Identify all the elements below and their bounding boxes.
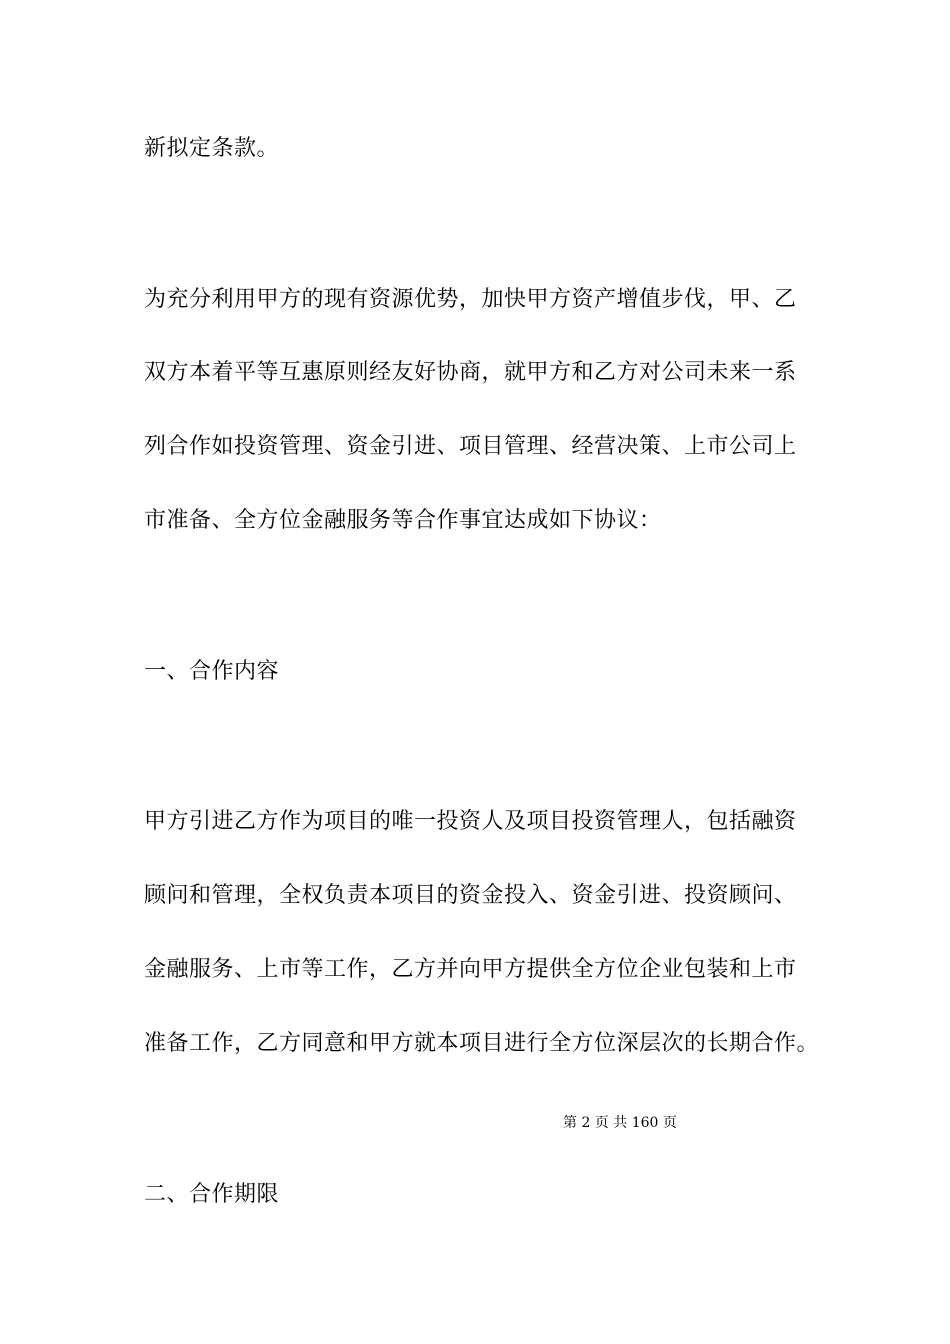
paragraph-line: 准备工作，乙方同意和甲方就本项目进行全方位深层次的长期合作。 — [144, 1031, 820, 1056]
paragraph-line: 市准备、全方位金融服务等合作事宜达成如下协议： — [144, 508, 662, 533]
paragraph-line: 甲方引进乙方作为项目的唯一投资人及项目投资管理人，包括融资 — [144, 809, 797, 834]
paragraph-line: 金融服务、上市等工作，乙方并向甲方提供全方位企业包装和上市 — [144, 957, 797, 982]
paragraph-line: 新拟定条款。 — [144, 136, 280, 161]
page-number-footer: 第 2 页 共 160 页 — [563, 1115, 677, 1131]
paragraph-line: 双方本着平等互惠原则经友好协商，就甲方和乙方对公司未来一系 — [144, 360, 797, 385]
paragraph-line: 为充分利用甲方的现有资源优势，加快甲方资产增值步伐，甲、乙 — [144, 287, 797, 312]
paragraph-line: 列合作如投资管理、资金引进、项目管理、经营决策、上市公司上 — [144, 434, 797, 459]
section-heading: 一、合作内容 — [144, 659, 280, 684]
paragraph-line: 顾问和管理，全权负责本项目的资金投入、资金引进、投资顾问、 — [144, 883, 797, 908]
section-heading: 二、合作期限 — [144, 1182, 280, 1207]
